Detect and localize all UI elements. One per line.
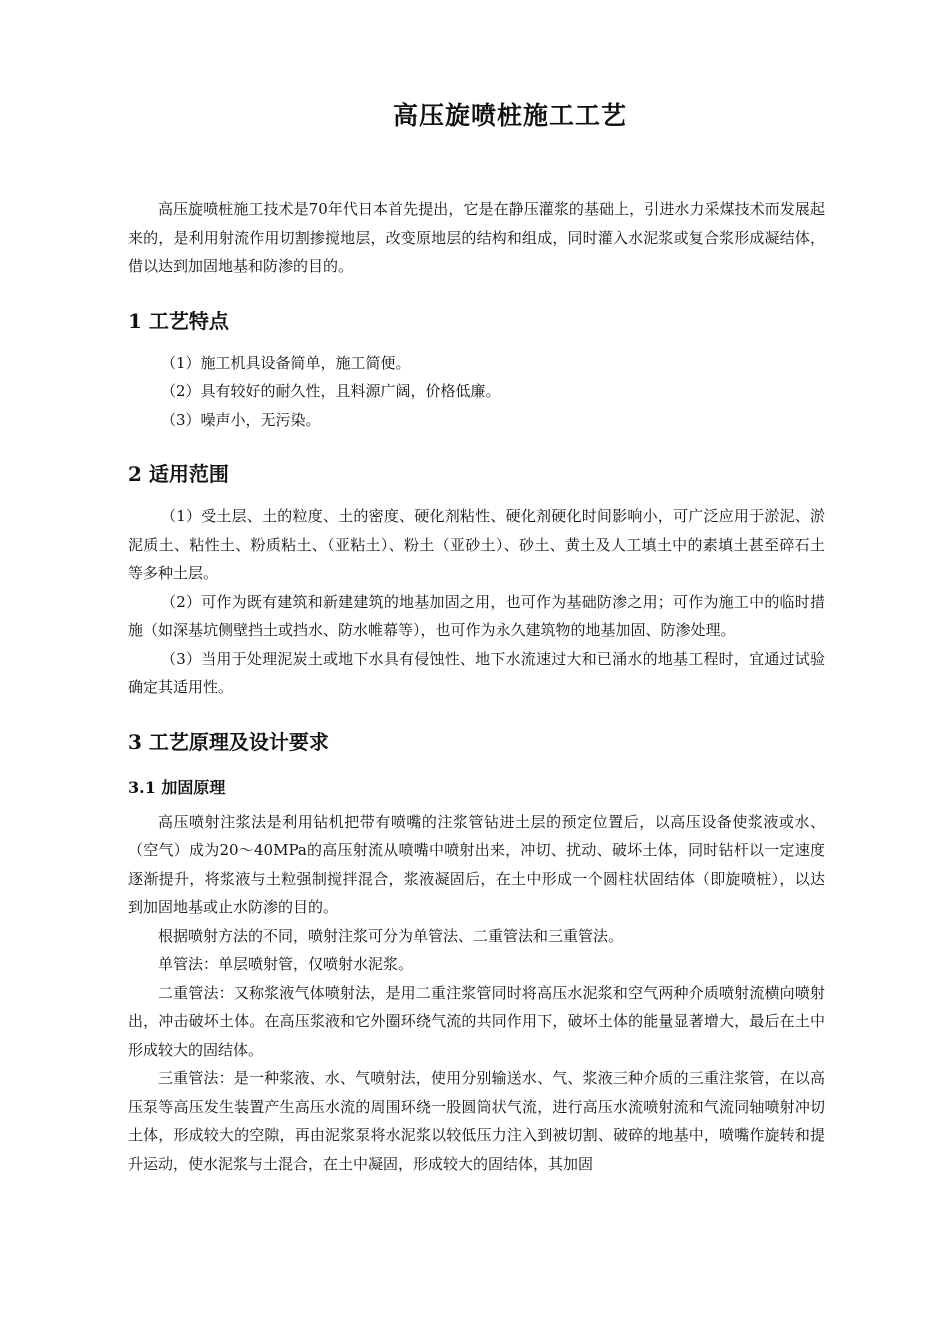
document-body [128,195,825,1178]
list-item: （3）当用于处理泥炭土或地下水具有侵蚀性、地下水流速过大和已涌水的地基工程时，宜通过试验确定其适用性。 [128,649,825,696]
intro-paragraph: 高压旋喷桩施工技术是70年代日本首先提出，它是在静压灌浆的基础上，引进水力采煤技术而发展起来的，是利用射流作用切割掺搅地层，改变原地层的结构和组成，同时灌入水泥浆或复合浆形成凝结体，借以达到加固地基和防渗的目的。 [128,200,825,275]
list-item: （2）可作为既有建筑和新建建筑的地基加固之用，也可作为基础防渗之用；可作为施工中的临时措施（如深基坑侧壁挡土或挡水、防水帷幕等），也可作为永久建筑物的地基加固、防渗处理。 [128,592,825,639]
body-paragraph: 根据喷射方法的不同，喷射注浆可分为单管法、二重管法和三重管法。 [158,926,624,945]
body-paragraph: 单管法：单层喷射管，仅喷射水泥浆。 [158,955,414,973]
subsection-heading-3-1: 3.1 加固原理 [128,777,226,797]
list-item: （1）受土层、土的粒度、土的密度、硬化剂粘性、硬化剂硬化时间影响小，可广泛应用于淤泥、淤泥质土、粘性土、粉质粘土、（亚粘土）、粉土（亚砂土）、砂土、黄土及人工填土中的素填土甚至碎石土等多种土层。 [128,507,825,582]
body-paragraph: 二重管法：又称浆液气体喷射法，是用二重注浆管同时将高压水泥浆和空气两种介质喷射流横向喷射出，冲击破坏土体。在高压浆液和它外圈环绕气流的共同作用下，破坏土体的能量显著增大，最后在土中形成较大的固结体。 [128,983,825,1059]
list-item: （1）施工机具设备简单，施工简便。 [161,353,411,372]
list-item: （3）噪声小，无污染。 [161,410,321,429]
list-item: （2）具有较好的耐久性，且料源广阔，价格低廉。 [161,382,501,400]
section-heading-3: 3 工艺原理及设计要求 [128,729,329,754]
body-paragraph: 高压喷射注浆法是利用钻机把带有喷嘴的注浆管钻进土层的预定位置后，以高压设备使浆液或水、（空气）成为20～40MPa的高压射流从喷嘴中喷射出来，冲切、扰动、破坏土体，同时钻杆以一定速度逐渐提升，将浆液与土粒强制搅拌混合，浆液凝固后，在土中形成一个圆柱状固结体（即旋喷桩），以达到加固地基或止水防渗的目的。 [128,812,825,916]
body-paragraph: 三重管法：是一种浆液、水、气喷射法，使用分别输送水、气、浆液三种介质的三重注浆管，在以高压泵等高压发生装置产生高压水流的周围环绕一股圆筒状气流，进行高压水流喷射流和气流同轴喷射冲切土体，形成较大的空隙，再由泥浆泵将水泥浆以较低压力注入到被切割、破碎的地基中，喷嘴作旋转和提升运动，使水泥浆与土混合，在土中凝固，形成较大的固结体，其加固 [128,1069,825,1173]
page-title: 高压旋喷桩施工工艺 [392,101,627,130]
section-heading-1: 1 工艺特点 [128,308,229,333]
section-heading-2: 2 适用范围 [128,462,229,486]
